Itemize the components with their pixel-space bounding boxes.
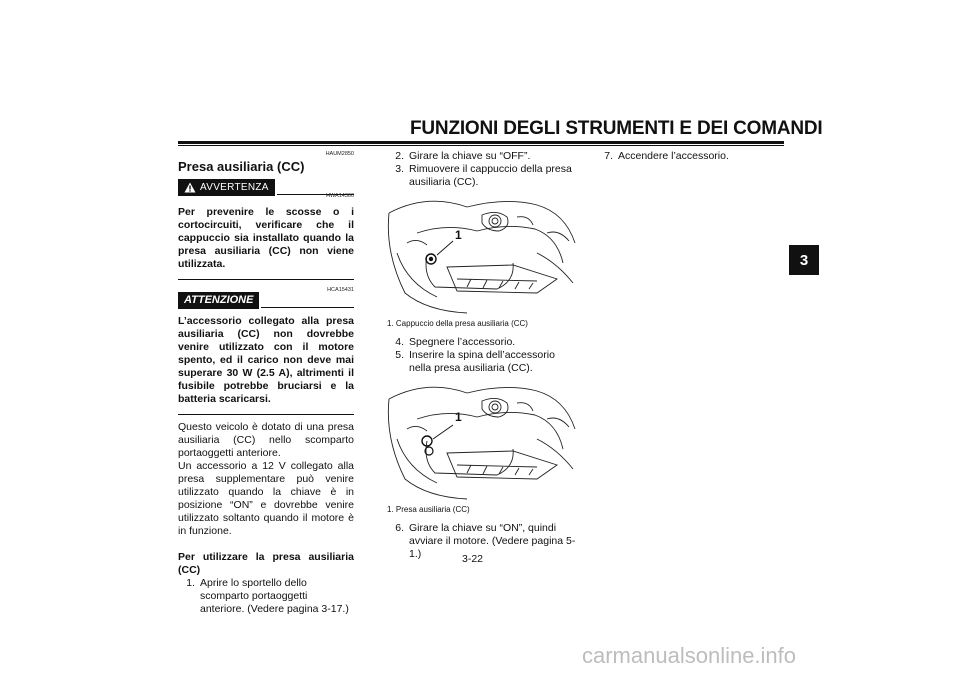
- step-text: Inserire la spina dell’accessorio nella presa ausiliaria (CC).: [409, 349, 555, 374]
- warning-triangle-icon: [184, 182, 196, 193]
- body-paragraph-1: Questo veicolo è dotato di una presa ausiliaria (CC) nello scomparto portaoggetti anteriore.: [178, 421, 354, 459]
- step-text: Girare la chiave su “ON”, quindi avviare il motore. (Vedere pagina 5-1.): [409, 522, 576, 560]
- section-code: HAUM2850: [325, 151, 354, 157]
- column-right: [596, 150, 786, 163]
- procedure-subhead: Per utilizzare la presa ausiliaria (CC): [178, 551, 354, 576]
- notice-text: L’accessorio collegato alla presa ausiliaria (CC) non dovrebbe venire utilizzato con il motore spento, ed il carico non deve mai superare 30 W (2.5 A), altrimenti il fusibile potrebbe bruciarsi e la batteria scaricarsi.: [178, 315, 354, 405]
- step-text: Girare la chiave su “OFF”.: [409, 150, 531, 162]
- step-text: Aprire lo sportello dello scomparto portaoggetti anteriore. (Vedere pagina 3-17.): [200, 577, 349, 615]
- notice-badge: ATTENZIONE: [178, 292, 259, 309]
- step-number: 6.: [395, 522, 404, 534]
- page-number: 3-22: [462, 553, 484, 565]
- header-rule: [178, 141, 784, 144]
- step-number: 7.: [604, 150, 613, 162]
- figure1-caption: 1. Cappuccio della presa ausiliaria (CC): [387, 319, 528, 328]
- step-number: 2.: [395, 150, 404, 162]
- figure2-callout: 1: [455, 410, 462, 424]
- step-text: Spegnere l’accessorio.: [409, 336, 516, 348]
- step-3: [387, 163, 577, 189]
- step-number: 3.: [395, 163, 404, 175]
- step-4: [387, 336, 577, 349]
- figure2-caption: 1. Presa ausiliaria (CC): [387, 505, 470, 514]
- step-5: [387, 349, 577, 375]
- header-rule-thin: [178, 145, 784, 146]
- body-paragraph-2: Un accessorio a 12 V collegato alla presa supplementare può venire utilizzato quando la chiave è in posizione “ON” e dovrebbe venire utilizzato soltanto quando il motore è in funzione.: [178, 460, 354, 537]
- step-1: [178, 577, 354, 616]
- warning-badge: [178, 179, 275, 196]
- figure-socket-cap: [387, 193, 577, 315]
- column-middle: [387, 150, 577, 561]
- chapter-tab: 3: [789, 245, 819, 275]
- warning-code: HWA14360: [326, 193, 354, 199]
- step-number: 5.: [395, 349, 404, 361]
- step-number: 1.: [186, 577, 195, 589]
- page-header-title: FUNZIONI DEGLI STRUMENTI E DEI COMANDI: [410, 118, 823, 139]
- notice-header: [178, 292, 354, 309]
- figure1-callout: 1: [455, 228, 462, 242]
- step-7: [596, 150, 786, 163]
- step-number: 4.: [395, 336, 404, 348]
- watermark: carmanualsonline.info: [582, 643, 797, 668]
- aux-socket-illustration: [387, 379, 577, 501]
- step-text: Accendere l’accessorio.: [618, 150, 729, 162]
- socket-cap-illustration: [387, 193, 577, 315]
- step-2: [387, 150, 577, 163]
- figure-aux-socket: [387, 379, 577, 501]
- warning-text: Per prevenire le scosse o i cortocircuiti, verificare che il cappuccio sia installato quando la presa ausiliaria (CC) non viene utilizzata.: [178, 206, 354, 270]
- warning-badge-label: AVVERTENZA: [200, 182, 269, 193]
- notice-code: HCA15431: [327, 287, 354, 293]
- notice-rule: [178, 414, 354, 415]
- section-title: Presa ausiliaria (CC): [178, 159, 305, 174]
- warning-rule: [178, 279, 354, 280]
- notice-header-rule: [261, 307, 354, 308]
- column-left: [178, 150, 354, 616]
- step-text: Rimuovere il cappuccio della presa ausiliaria (CC).: [409, 163, 572, 188]
